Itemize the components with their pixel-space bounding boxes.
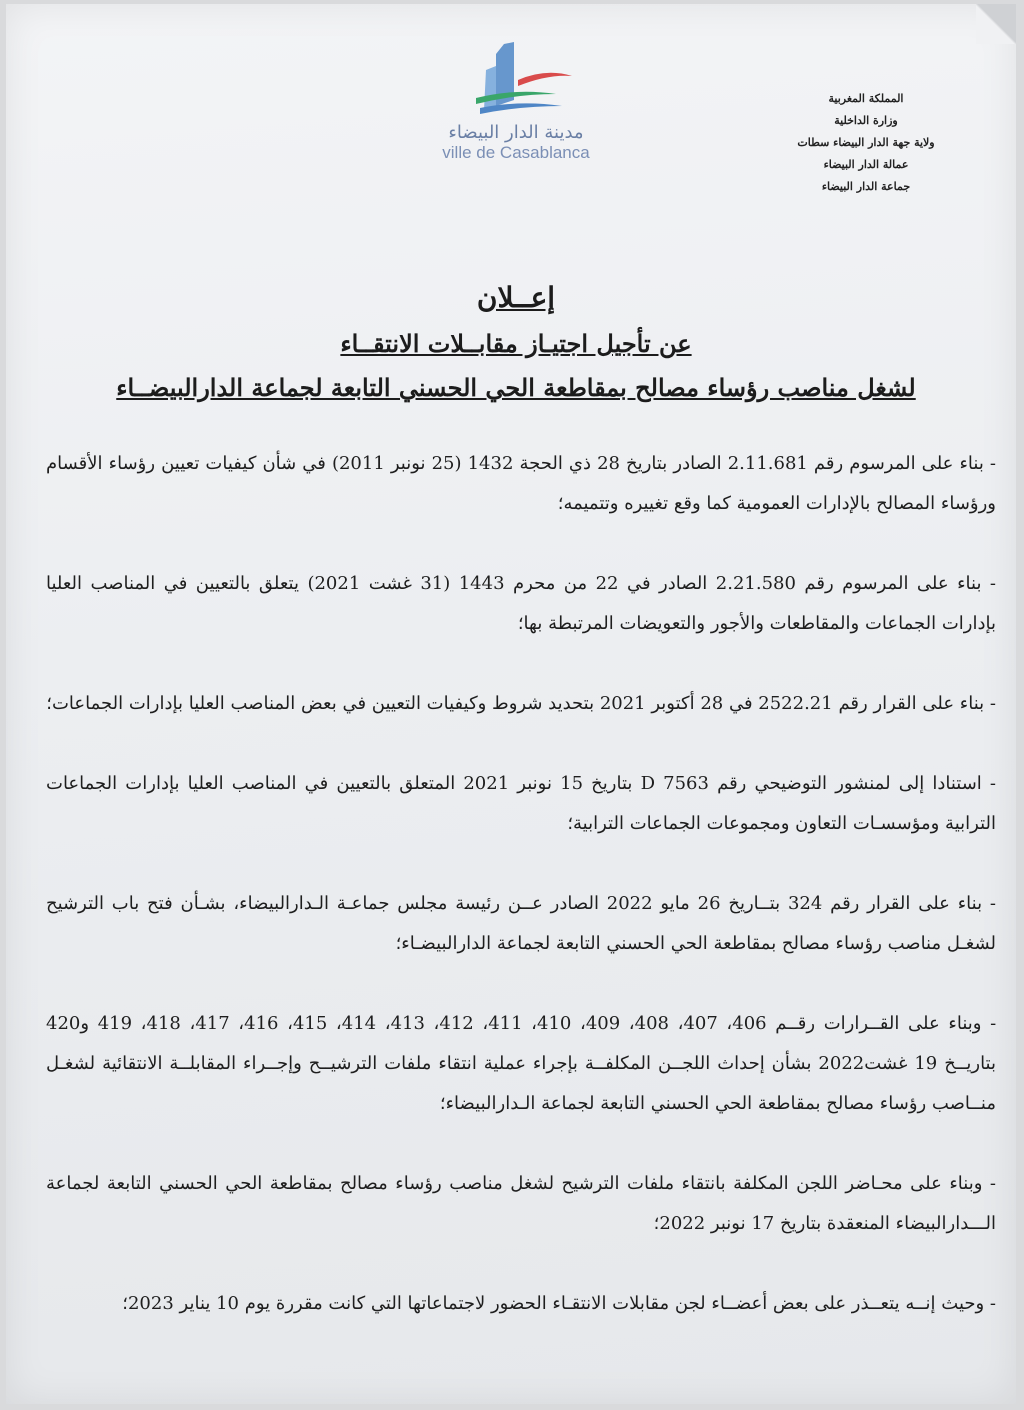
legal-basis-paragraph: - وبناء على القــرارات رقــم 406، 407، 408، 409، 410، 411، 412، 413، 414، 415، 416، 417، 418، 419 و420 بتاريــخ 19 غشت2022 بشأن إحداث اللجــن المكلفــة بإجراء عملية انتقاء ملفات الترشيــح وإجــراء المقابلــة الانتقائية لشغـل منــاصب رؤساء مصالح بمقاطعة الحي الحسني التابعة لجماعة الـدارالبيضاء؛ [46,1013,997,1114]
logo-arabic-text: مدينة الدار البيضاء [448,122,584,143]
issuing-authority [766,88,966,198]
authority-line: عمالة الدار البيضاء [823,158,909,171]
casablanca-logo [416,40,616,170]
authority-line: وزارة الداخلية [834,114,898,127]
legal-basis-paragraph: - بناء على القرار رقم 2522.21 في 28 أكتوبر 2021 بتحديد شروط وكيفيات التعيين في بعض المناصب العليا بإدارات الجماعات؛ [46,693,996,714]
logo-french-text: ville de Casablanca [442,143,590,162]
legal-basis-paragraph: - استنادا إلى لمنشور التوضيحي رقم D 7563 بتاريخ 15 نونبر 2021 المتعلق بالتعيين في المناصب العليا بإدارات الجماعات الترابية ومؤسسـات التعاون ومجموعات الجماعات الترابية؛ [46,773,997,834]
announcement-subject: لشغل مناصب رؤساء مصالح بمقاطعة الحي الحسني التابعة لجماعة الدارالبيضــاء [116,373,916,402]
legal-basis-paragraph: - وبناء على محـاضر اللجن المكلفة بانتقاء ملفات الترشيح لشغل مناصب رؤساء مصالح بمقاطعة الحي الحسني التابعة لجماعة الـــدارالبيضاء المنعقدة بتاريخ 17 نونبر 2022؛ [46,1173,996,1234]
announcement-title: إعــلان [476,281,556,314]
authority-line: المملكة المغربية [828,92,904,105]
authority-line: ولاية جهة الدار البيضاء سطات [797,136,935,149]
legal-basis-paragraph: - بناء على المرسوم رقم 2.11.681 الصادر بتاريخ 28 ذي الحجة 1432 (25 نونبر 2011) في شأن كيفيات تعيين رؤساء الأقسام ورؤساء المصالح بالإدارات العمومية كما وقع تغييره وتتميمه؛ [46,453,996,514]
casablanca-logo-icon [456,40,576,120]
announcement-subtitle: عن تأجيل اجتيـاز مقابــلات الانتقــاء [340,329,692,358]
authority-line: جماعة الدار البيضاء [821,180,911,193]
legal-basis-paragraph: - وحيث إنــه يتعــذر على بعض أعضــاء لجن مقابلات الانتقـاء الحضور لاجتماعاتها التي كانت مقررة يوم 10 يناير 2023؛ [122,1293,996,1314]
legal-basis-paragraph: - بناء على القرار رقم 324 بتــاريخ 26 مايو 2022 الصادر عــن رئيسة مجلس جماعـة الـدارالبيضاء، بشـأن فتح باب الترشيح لشغـل مناصب رؤساء مصالح بمقاطعة الحي الحسني التابعة لجماعة الدارالبيضـاء؛ [46,893,996,954]
document-body [46,444,996,1364]
announcement-title-block [106,274,926,410]
page-corner-fold [976,4,1016,44]
legal-basis-paragraph: - بناء على المرسوم رقم 2.21.580 الصادر في 22 من محرم 1443 (31 غشت 2021) يتعلق بالتعيين في المناصب العليا بإدارات الجماعات والمقاطعات والأجور والتعويضات المرتبطة بها؛ [46,573,996,634]
document-sheet [6,4,1016,1404]
